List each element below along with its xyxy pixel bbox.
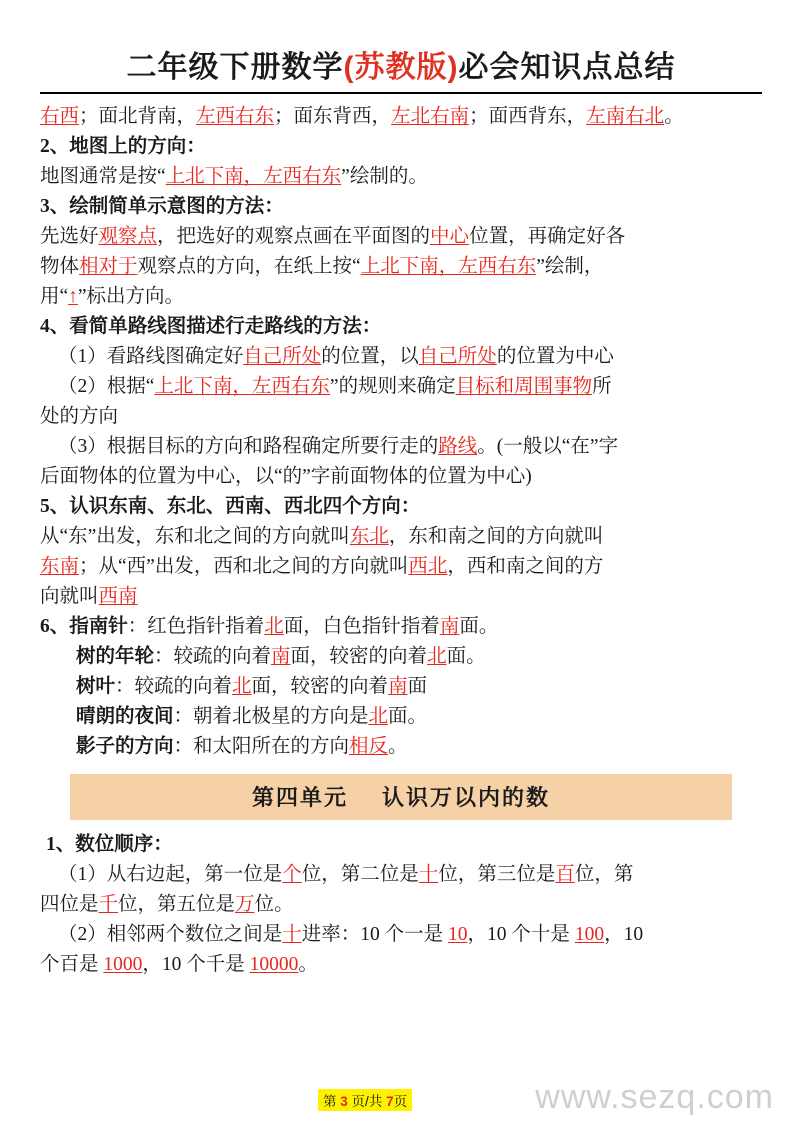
text-red: 万: [235, 894, 255, 915]
heading-item-3: 3、绘制简单示意图的方法：: [40, 196, 284, 217]
text-red: 左西右东: [196, 106, 275, 127]
text-plain: ；面北背南，: [79, 106, 197, 127]
text-plain: 的位置为中心: [496, 346, 614, 367]
page-label-prefix: 第: [323, 1094, 337, 1109]
paragraph-item-4-step-2: [40, 372, 762, 402]
text-plain: 面。: [388, 706, 428, 727]
text-red: 自己所处: [418, 346, 497, 367]
title-part-1: 二年级下册数学: [126, 51, 344, 84]
text-red: 10: [448, 924, 468, 945]
text-plain: 位，第: [574, 864, 634, 885]
paragraph-item-4-step-2-cont: 处的方向: [40, 406, 119, 427]
paragraph-unit4-item1-step2-cont: [40, 950, 762, 980]
text-red: 上北下南，左西右东: [360, 256, 537, 277]
text-plain: ”的规则来确定: [329, 376, 456, 397]
heading-item-4: 4、看简单路线图描述行走路线的方法：: [40, 316, 382, 337]
text-red: 上北下南，左西右东: [165, 166, 342, 187]
text-plain: 地图通常是按“: [40, 166, 166, 187]
text-red: 100: [574, 924, 605, 945]
page-footer: [0, 1078, 800, 1117]
text-red: 个: [282, 864, 302, 885]
text-plain: 观察点的方向，在纸上按“: [137, 256, 361, 277]
text-plain: 位，第三位是: [438, 864, 556, 885]
text-red: 右西: [40, 106, 80, 127]
paragraph-unit4-item1-step1: [40, 860, 762, 890]
text-red: 南: [271, 646, 291, 667]
paragraph-item-6-clear-night: [40, 702, 762, 732]
text-plain: 位。: [254, 894, 294, 915]
text-plain: 。: [298, 954, 318, 975]
text-plain: ：朝着北极星的方向是: [173, 706, 369, 727]
text-plain: （2）根据“: [58, 376, 155, 397]
text-red: 1000: [103, 954, 143, 975]
text-red: 北: [368, 706, 389, 727]
text-plain: ：和太阳所在的方向: [173, 736, 350, 757]
text-red: 北: [427, 646, 447, 667]
text-plain: 用“: [40, 286, 69, 307]
text-plain: ，10 个十是: [467, 924, 575, 945]
paragraph-item-5-line-1: [40, 522, 762, 552]
paragraph-item-4-step-1: [40, 342, 762, 372]
text-plain: 所: [592, 376, 612, 397]
watermark: www.sezq.com: [535, 1078, 774, 1116]
text-plain: ；从“西”出发，西和北之间的方向就叫: [79, 556, 409, 577]
text-red: 千: [98, 894, 119, 915]
text-plain: 。(一般以“在”字: [477, 436, 619, 457]
paragraph-item-4-step-3-cont: 后面物体的位置为中心，以“的”字前面物体的位置为中心): [40, 466, 532, 487]
text-red: 东北: [349, 526, 389, 547]
text-plain: ”绘制，: [536, 256, 604, 277]
text-plain: 物体: [40, 256, 80, 277]
paragraph-item-6-shadow: [40, 732, 762, 762]
paragraph-directions-continued: [40, 102, 762, 132]
paragraph-item-4-step-3: [40, 432, 762, 462]
text-red: 相对于: [79, 256, 138, 277]
paragraph-item-6-leaves: [40, 672, 762, 702]
text-red: 西南: [98, 586, 138, 607]
text-plain: ：红色指针指着: [127, 616, 265, 637]
unit-4-title: 认识万以内的数: [382, 785, 551, 810]
text-plain: 的位置，以: [321, 346, 419, 367]
arrow-up-icon: ↑: [68, 286, 78, 307]
text-red: 10000: [249, 954, 299, 975]
paragraph-item-3-line-2: [40, 252, 762, 282]
text-plain: ，10 个千是: [142, 954, 250, 975]
paragraph-item-3-line-3: [40, 282, 762, 312]
paragraph-item-6-tree-rings: [40, 642, 762, 672]
text-plain: ”绘制的。: [341, 166, 428, 187]
text-plain: 四位是: [40, 894, 99, 915]
text-plain: 进率：10 个一是: [301, 924, 449, 945]
text-plain: 面。: [446, 646, 486, 667]
text-plain: ，10: [604, 924, 644, 945]
text-plain: ：较疏的向着: [154, 646, 272, 667]
page-title: [40, 42, 762, 94]
text-red: 南: [439, 616, 460, 637]
label-clear-night: 晴朗的夜间: [76, 706, 174, 727]
text-red: 上北下南，左西右东: [154, 376, 330, 397]
label-compass: 6、指南针: [40, 616, 128, 637]
paragraph-item-6-compass: [40, 612, 762, 642]
text-plain: 面，较密的向着: [251, 676, 389, 697]
unit-4-banner: [70, 774, 732, 820]
text-red: 左北右南: [391, 106, 470, 127]
text-red: 自己所处: [243, 346, 322, 367]
text-plain: 个百是: [40, 954, 104, 975]
page-total: 7: [386, 1094, 394, 1109]
label-leaves: 树叶: [76, 676, 116, 697]
text-plain: 先选好: [40, 226, 99, 247]
text-red: 观察点: [98, 226, 158, 247]
text-red: 中心: [430, 226, 470, 247]
page-number-badge: [318, 1089, 412, 1111]
text-plain: 向就叫: [40, 586, 99, 607]
text-plain: ：较疏的向着: [115, 676, 233, 697]
text-plain: 面，较密的向着: [290, 646, 428, 667]
text-red: 目标和周围事物: [455, 376, 593, 397]
paragraph-unit4-item1-step2: [40, 920, 762, 950]
text-plain: ，把选好的观察点画在平面图的: [157, 226, 431, 247]
text-plain: ，西和南之间的方: [447, 556, 604, 577]
text-red: 路线: [438, 436, 478, 457]
heading-unit4-item-1: 1、数位顺序：: [46, 834, 173, 855]
text-plain: ”标出方向。: [77, 286, 185, 307]
page-label-suffix: 页: [393, 1094, 408, 1109]
text-plain: 。: [388, 736, 408, 757]
text-plain: 位置，再确定好各: [469, 226, 626, 247]
text-plain: （1）看路线图确定好: [58, 346, 244, 367]
page-label-mid: 页/共: [351, 1094, 383, 1109]
text-plain: ；面东背西，: [274, 106, 392, 127]
heading-item-5: 5、认识东南、东北、西南、西北四个方向：: [40, 496, 421, 517]
text-red: 南: [388, 676, 408, 697]
text-plain: 位，第五位是: [118, 894, 236, 915]
heading-item-2: 2、地图上的方向：: [40, 136, 206, 157]
paragraph-item-2: [40, 162, 762, 192]
paragraph-unit4-item1-step1-cont: [40, 890, 762, 920]
text-plain: 面: [407, 676, 428, 697]
text-plain: （2）相邻两个数位之间是: [58, 924, 283, 945]
text-plain: ，东和南之间的方向就叫: [388, 526, 604, 547]
text-plain: （1）从右边起，第一位是: [58, 864, 283, 885]
unit-4-label: 第四单元: [251, 785, 348, 810]
text-plain: 。: [664, 106, 684, 127]
text-red: 相反: [349, 736, 389, 757]
text-red: 十: [418, 864, 439, 885]
paragraph-item-5-line-2: [40, 552, 762, 582]
text-plain: 面，白色指针指着: [283, 616, 440, 637]
paragraph-item-5-line-3: [40, 582, 762, 612]
text-red: 北: [264, 616, 284, 637]
label-tree-rings: 树的年轮: [76, 646, 155, 667]
text-plain: 面。: [459, 616, 499, 637]
text-red: 东南: [40, 556, 80, 577]
text-plain: （3）根据目标的方向和路程确定所要行走的: [58, 436, 439, 457]
text-red: 十: [282, 924, 302, 945]
text-red: 西北: [408, 556, 448, 577]
paragraph-item-3-line-1: [40, 222, 762, 252]
page-current: 3: [340, 1094, 348, 1109]
text-plain: ；面西背东，: [469, 106, 587, 127]
title-part-red: (苏教版): [343, 51, 459, 84]
text-red: 北: [232, 676, 252, 697]
title-part-2: 必会知识点总结: [458, 51, 676, 84]
text-red: 百: [555, 864, 575, 885]
text-plain: 位，第二位是: [301, 864, 419, 885]
text-plain: 从“东”出发，东和北之间的方向就叫: [40, 526, 350, 547]
label-shadow-direction: 影子的方向: [76, 736, 174, 757]
text-red: 左南右北: [586, 106, 665, 127]
